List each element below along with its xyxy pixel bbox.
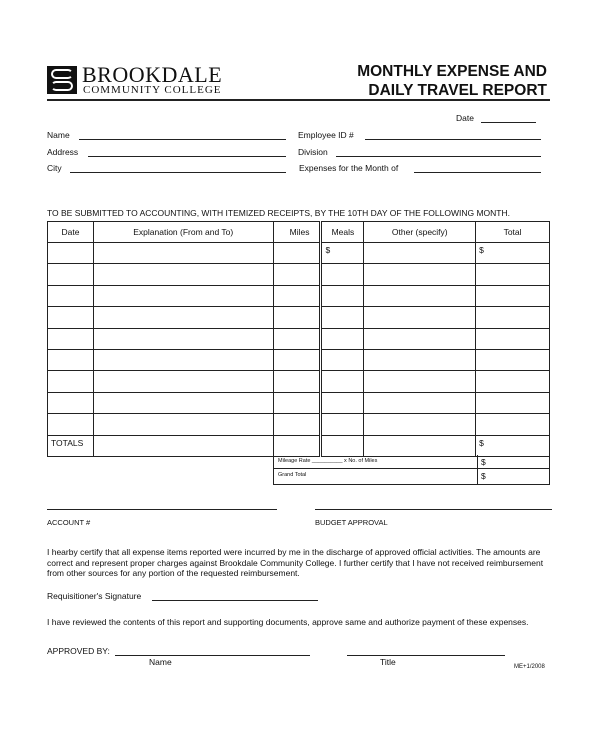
- month-label: Expenses for the Month of: [299, 163, 399, 173]
- employee-id-field[interactable]: [365, 130, 541, 140]
- table-cell[interactable]: [321, 285, 364, 306]
- approver-name-field[interactable]: [115, 646, 310, 656]
- employee-id-label: Employee ID #: [298, 130, 354, 140]
- budget-field[interactable]: [315, 505, 552, 510]
- table-cell[interactable]: [93, 243, 273, 264]
- expense-table: [47, 221, 550, 457]
- month-field[interactable]: [414, 163, 541, 173]
- form-code: ME+1/2008: [514, 664, 545, 670]
- table-cell[interactable]: [476, 392, 550, 413]
- table-cell[interactable]: [364, 414, 476, 435]
- table-cell[interactable]: [48, 328, 94, 349]
- table-cell[interactable]: [321, 371, 364, 392]
- table-row: [48, 243, 550, 264]
- table-cell[interactable]: [364, 392, 476, 413]
- table-cell[interactable]: [273, 243, 321, 264]
- mileage-row: [273, 455, 550, 469]
- table-cell[interactable]: [48, 307, 94, 328]
- table-cell[interactable]: [93, 285, 273, 306]
- table-row: [48, 371, 550, 392]
- table-cell[interactable]: [321, 414, 364, 435]
- table-cell[interactable]: [93, 392, 273, 413]
- table-row: [48, 349, 550, 370]
- division-field[interactable]: [336, 147, 541, 157]
- table-cell[interactable]: [321, 264, 364, 285]
- divider: [47, 99, 550, 101]
- table-cell[interactable]: [93, 371, 273, 392]
- page-title: MONTHLY EXPENSE AND DAILY TRAVEL REPORT: [357, 63, 547, 99]
- col-miles: Miles: [273, 222, 321, 243]
- date-label: Date: [456, 113, 474, 123]
- mileage-label: Mileage Rate __________ x No. of Miles: [278, 458, 378, 464]
- signature-field[interactable]: [152, 591, 318, 601]
- city-field[interactable]: [70, 163, 286, 173]
- table-cell[interactable]: [273, 349, 321, 370]
- table-cell[interactable]: [93, 328, 273, 349]
- table-cell[interactable]: [273, 328, 321, 349]
- table-cell[interactable]: [273, 264, 321, 285]
- table-header: [48, 222, 550, 243]
- account-label: ACCOUNT #: [47, 518, 91, 527]
- table-cell[interactable]: [364, 285, 476, 306]
- address-label: Address: [47, 147, 79, 157]
- table-row: [48, 392, 550, 413]
- table-cell[interactable]: [364, 349, 476, 370]
- col-other: Other (specify): [364, 222, 476, 243]
- table-cell[interactable]: [364, 371, 476, 392]
- col-explanation: Explanation (From and To): [93, 222, 273, 243]
- mileage-value[interactable]: $: [477, 455, 489, 468]
- table-cell[interactable]: [48, 264, 94, 285]
- table-cell[interactable]: [476, 414, 550, 435]
- table-cell[interactable]: [273, 392, 321, 413]
- totals-value[interactable]: $: [476, 435, 550, 456]
- signature-label: Requisitioner's Signature: [47, 591, 142, 601]
- totals-label: TOTALS: [48, 435, 94, 456]
- table-cell[interactable]: [321, 392, 364, 413]
- account-field[interactable]: [47, 505, 277, 510]
- col-meals: Meals: [321, 222, 364, 243]
- table-cell[interactable]: [273, 371, 321, 392]
- table-cell[interactable]: [476, 371, 550, 392]
- date-field[interactable]: [481, 113, 536, 123]
- table-cell[interactable]: [321, 328, 364, 349]
- grand-total-label: Grand Total: [278, 472, 307, 478]
- division-label: Division: [298, 147, 328, 157]
- table-cell[interactable]: [364, 307, 476, 328]
- col-total: Total: [476, 222, 550, 243]
- title-caption: Title: [380, 657, 396, 667]
- table-cell[interactable]: [273, 285, 321, 306]
- table-cell[interactable]: [48, 371, 94, 392]
- table-cell[interactable]: [93, 264, 273, 285]
- table-cell[interactable]: [364, 243, 476, 264]
- name-field[interactable]: [79, 130, 286, 140]
- table-cell[interactable]: [48, 285, 94, 306]
- table-cell[interactable]: [476, 264, 550, 285]
- table-cell[interactable]: [476, 285, 550, 306]
- table-cell[interactable]: [93, 349, 273, 370]
- table-cell[interactable]: [476, 328, 550, 349]
- table-cell[interactable]: $: [321, 243, 364, 264]
- table-cell[interactable]: [48, 414, 94, 435]
- table-cell[interactable]: [93, 307, 273, 328]
- table-row: [48, 264, 550, 285]
- table-cell[interactable]: [273, 307, 321, 328]
- college-name: BROOKDALE: [82, 62, 223, 87]
- table-row: [48, 307, 550, 328]
- instruction: TO BE SUBMITTED TO ACCOUNTING, WITH ITEMIZED RECEIPTS, BY THE 10TH DAY OF THE FOLLOWING MONTH.: [47, 208, 510, 218]
- college-logo-icon: [47, 66, 77, 94]
- certification-text: I hearby certify that all expense items reported were incurred by me in the discharge of approved official activities. The amounts are correct and represent proper charges against Brookdale Community College. I further certify that I have not received reimbursement from other sources for any portion of the requested reimbursement.: [47, 547, 544, 578]
- approver-title-field[interactable]: [347, 646, 505, 656]
- table-cell[interactable]: [48, 392, 94, 413]
- table-row: [48, 328, 550, 349]
- name-caption: Name: [149, 657, 172, 667]
- table-cell[interactable]: [364, 328, 476, 349]
- college-subtitle: COMMUNITY COLLEGE: [83, 84, 222, 96]
- col-date: Date: [48, 222, 94, 243]
- totals-row: [48, 435, 550, 456]
- table-cell[interactable]: [321, 349, 364, 370]
- table-cell[interactable]: [321, 307, 364, 328]
- table-cell[interactable]: [364, 264, 476, 285]
- name-label: Name: [47, 130, 70, 140]
- table-cell[interactable]: [93, 414, 273, 435]
- grand-total-value[interactable]: $: [477, 469, 489, 484]
- table-row: [48, 414, 550, 435]
- table-cell[interactable]: [476, 307, 550, 328]
- table-cell[interactable]: [273, 414, 321, 435]
- budget-label: BUDGET APPROVAL: [315, 518, 388, 527]
- table-cell[interactable]: [48, 349, 94, 370]
- table-cell[interactable]: [48, 243, 94, 264]
- city-label: City: [47, 163, 62, 173]
- approved-by-label: APPROVED BY:: [47, 646, 110, 656]
- table-row: [48, 285, 550, 306]
- review-text: I have reviewed the contents of this report and supporting documents, approve same and authorize payment of these expenses.: [47, 617, 529, 627]
- grand-total-row: [273, 469, 550, 485]
- table-cell[interactable]: [476, 349, 550, 370]
- address-field[interactable]: [88, 147, 286, 157]
- table-cell[interactable]: $: [476, 243, 550, 264]
